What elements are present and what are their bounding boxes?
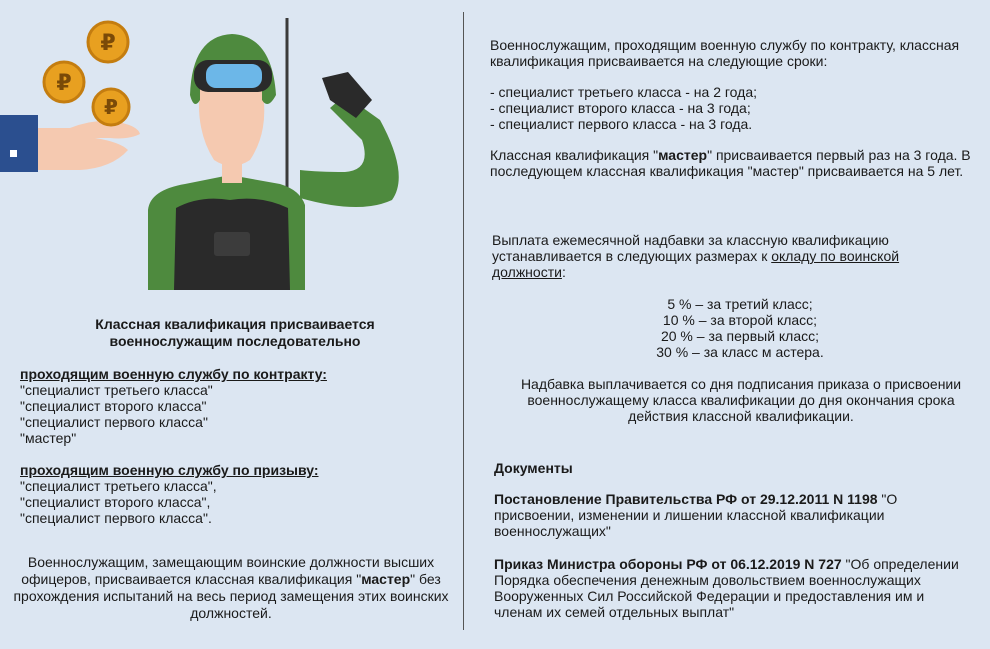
salary-link[interactable]: окладу по воинской должности: [492, 248, 900, 280]
hand-with-coins-icon: [0, 22, 140, 172]
contract-block: [20, 366, 327, 446]
list-item: 5 % – за третий класс;: [667, 296, 813, 312]
list-item: "мастер": [20, 430, 77, 446]
list-item: "специалист первого класса".: [20, 510, 212, 526]
vertical-divider: [463, 12, 464, 630]
contract-heading: проходящим военную службу по контракту:: [20, 366, 327, 382]
contract-terms-intro: Военнослужащим, проходящим военную службу по контракту, классная квалификация присваивается на следующие сроки:: [490, 37, 960, 69]
soldier-illustration: [0, 0, 460, 300]
master-term-text: Классная квалификация "мастер" присваивается первый раз на 3 года. В последующем классная квалификация "мастер" присваивается на 5 лет.: [490, 147, 971, 179]
list-item: - специалист первого класса - на 3 года.: [490, 116, 753, 132]
list-item: - специалист второго класса - на 3 года;: [490, 100, 751, 116]
coin-icon: [93, 89, 129, 125]
contract-list: [20, 382, 327, 446]
coin-symbol: ₽: [100, 31, 116, 56]
coin-icon: [88, 22, 128, 62]
list-item: 30 % – за класс м астера.: [656, 344, 824, 360]
document-2: Приказ Министра обороны РФ от 06.12.2019 N 727 "Об определении Порядка обеспечения денежным довольствием военнослужащих Вооруженных Сил Российской Федерации и предоставления им и членам их семей отдельных выплат": [494, 556, 959, 620]
list-item: "специалист первого класса": [20, 414, 208, 430]
soldier-icon: [148, 18, 399, 290]
draft-list: [20, 478, 319, 526]
coin-symbol: ₽: [104, 95, 118, 119]
list-item: "специалист третьего класса",: [20, 478, 217, 494]
payment-text: Выплата ежемесячной надбавки за классную квалификацию устанавливается в следующих размерах к окладу по воинской должности:: [492, 232, 900, 280]
left-title: Классная квалификация присваивается военнослужащим последовательно: [95, 316, 375, 349]
list-item: - специалист третьего класса - на 2 года;: [490, 84, 757, 100]
terms-list: [490, 84, 965, 132]
payment-start-text: Надбавка выплачивается со дня подписания приказа о присвоении военнослужащему класса квалификации до дня окончания срока действия классной квалификации.: [520, 376, 962, 424]
list-item: "специалист второго класса",: [20, 494, 211, 510]
draft-heading: проходящим военную службу по призыву:: [20, 462, 319, 478]
coin-symbol: ₽: [56, 71, 72, 96]
documents-title: Документы: [494, 460, 573, 476]
senior-officers-note: Военнослужащим, замещающим воинские должности высших офицеров, присваивается классная квалификация "мастер" без прохождения испытаний на весь период замещения этих воинских должностей.: [13, 554, 449, 621]
master-bold: мастер: [361, 571, 411, 587]
percent-list: [600, 296, 880, 360]
list-item: 20 % – за первый класс;: [660, 328, 820, 344]
list-item: 10 % – за второй класс;: [662, 312, 818, 328]
master-bold: мастер: [658, 147, 708, 163]
draft-block: [20, 462, 319, 526]
document-1: Постановление Правительства РФ от 29.12.2011 N 1198 "О присвоении, изменении и лишении классной квалификации военнослужащих": [494, 491, 898, 539]
coin-icon: [44, 62, 84, 102]
list-item: "специалист третьего класса": [20, 382, 213, 398]
list-item: "специалист второго класса": [20, 398, 207, 414]
